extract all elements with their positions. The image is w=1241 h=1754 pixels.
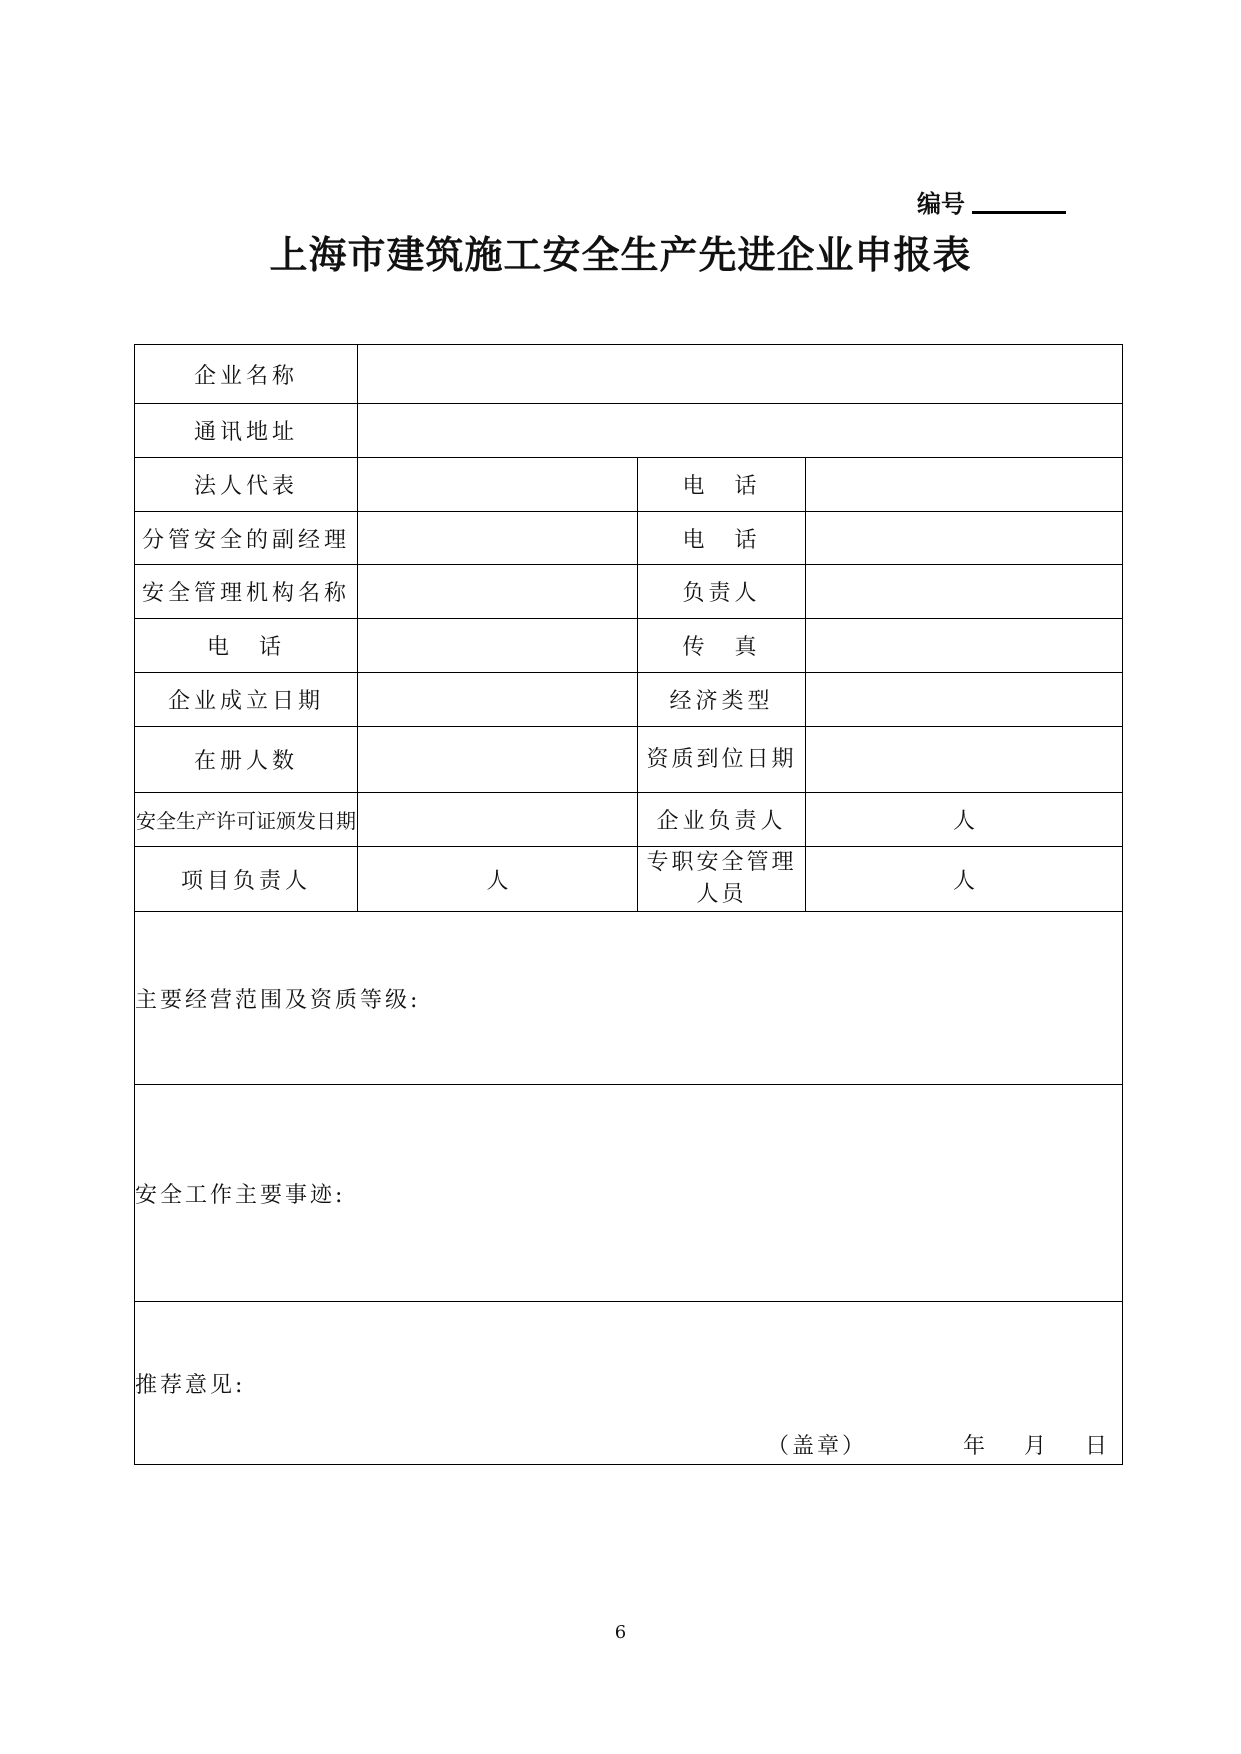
serial-label: 编号 — [917, 190, 965, 218]
address-label: 通讯地址 — [135, 404, 358, 458]
safety-dept-label: 安全管理机构名称 — [135, 565, 358, 619]
table-row — [135, 458, 1123, 512]
safety-dept-field[interactable] — [358, 565, 638, 619]
person-in-charge-field[interactable] — [806, 565, 1123, 619]
project-heads-label: 项目负责人 — [135, 847, 358, 912]
founded-date-label: 企业成立日期 — [135, 673, 358, 727]
license-date-label: 安全生产许可证颁发日期 — [135, 793, 358, 847]
table-row — [135, 793, 1123, 847]
license-date-field[interactable] — [358, 793, 638, 847]
registered-staff-label: 在册人数 — [135, 727, 358, 793]
recommendation-field[interactable] — [135, 1302, 1123, 1465]
table-row — [135, 619, 1123, 673]
project-heads-field[interactable]: 人 — [358, 847, 638, 912]
person-in-charge-label: 负责人 — [638, 565, 806, 619]
fax-field[interactable] — [806, 619, 1123, 673]
table-row — [135, 673, 1123, 727]
table-row — [135, 512, 1123, 565]
table-row — [135, 1085, 1123, 1302]
serial-number-line[interactable] — [972, 211, 1066, 214]
safety-staff-field[interactable]: 人 — [806, 847, 1123, 912]
page-number: 6 — [614, 1622, 627, 1643]
stamp-date-line — [767, 1429, 1110, 1460]
legal-rep-field[interactable] — [358, 458, 638, 512]
company-heads-field[interactable]: 人 — [806, 793, 1123, 847]
table-row — [135, 1302, 1123, 1465]
company-heads-label: 企业负责人 — [638, 793, 806, 847]
table-row — [135, 912, 1123, 1085]
safety-deeds-field[interactable] — [135, 1085, 1123, 1302]
year-label: 年 — [962, 1434, 988, 1459]
table-row — [135, 565, 1123, 619]
safety-vp-field[interactable] — [358, 512, 638, 565]
company-name-label: 企业名称 — [135, 345, 358, 404]
table-row — [135, 404, 1123, 458]
table-row — [135, 345, 1123, 404]
economic-type-field[interactable] — [806, 673, 1123, 727]
page-title: 上海市建筑施工安全生产先进企业申报表 — [269, 233, 972, 277]
month-label: 月 — [1023, 1434, 1049, 1459]
company-name-field[interactable] — [358, 345, 1123, 404]
safety-vp-phone-label: 电 话 — [638, 512, 806, 565]
safety-vp-label: 分管安全的副经理 — [135, 512, 358, 565]
legal-rep-label: 法人代表 — [135, 458, 358, 512]
fax-label: 传 真 — [638, 619, 806, 673]
legal-rep-phone-field[interactable] — [806, 458, 1123, 512]
qualification-date-field[interactable] — [806, 727, 1123, 793]
phone-label: 电 话 — [135, 619, 358, 673]
recommendation-label: 推荐意见: — [135, 1372, 246, 1398]
application-form-table — [134, 344, 1123, 1465]
economic-type-label: 经济类型 — [638, 673, 806, 727]
address-field[interactable] — [358, 404, 1123, 458]
safety-deeds-label: 安全工作主要事迹: — [135, 1182, 346, 1208]
legal-rep-phone-label: 电 话 — [638, 458, 806, 512]
safety-vp-phone-field[interactable] — [806, 512, 1123, 565]
business-scope-label: 主要经营范围及资质等级: — [135, 987, 421, 1013]
table-row — [135, 847, 1123, 912]
safety-staff-label: 专职安全管理人员 — [638, 847, 806, 912]
qualification-date-label: 资质到位日期 — [638, 727, 806, 793]
stamp-label: （盖章） — [766, 1434, 867, 1459]
business-scope-field[interactable] — [135, 912, 1123, 1085]
day-label: 日 — [1085, 1434, 1111, 1459]
phone-field[interactable] — [358, 619, 638, 673]
founded-date-field[interactable] — [358, 673, 638, 727]
registered-staff-field[interactable] — [358, 727, 638, 793]
table-row — [135, 727, 1123, 793]
